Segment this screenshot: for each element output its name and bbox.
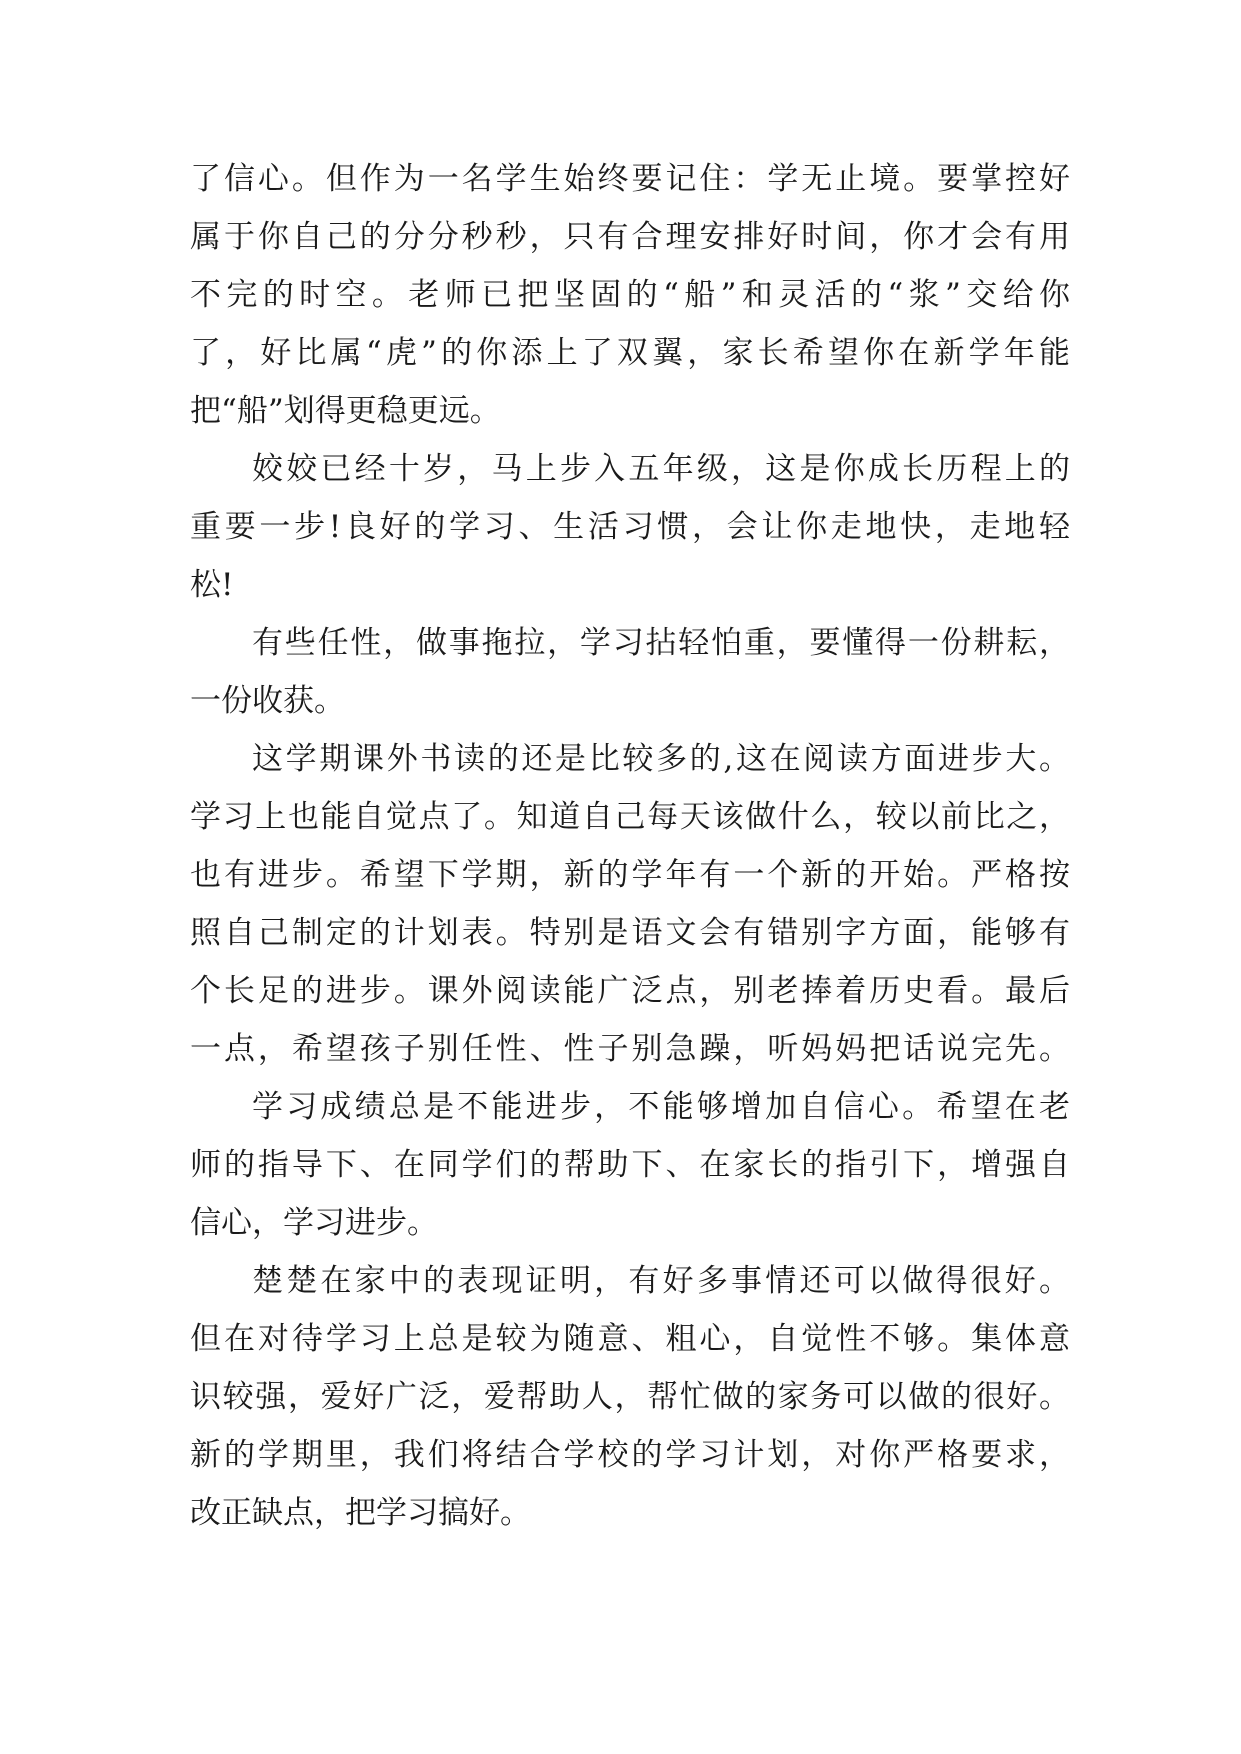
document-body (190, 150, 1070, 1542)
text-line: 改正缺点，把学习搞好。 (190, 1495, 531, 1531)
text-line: 松! (190, 567, 234, 603)
paragraph (190, 1078, 1070, 1252)
text-line: 也有进步。希望下学期，新的学年有一个新的开始。严格按 (190, 857, 1070, 893)
text-line: 不完的时空。老师已把坚固的“船”和灵活的“浆”交给你 (190, 277, 1070, 313)
text-line: 个长足的进步。课外阅读能广泛点，别老捧着历史看。最后 (190, 973, 1070, 1009)
text-line: 一份收获。 (190, 683, 345, 719)
paragraph (190, 150, 1070, 440)
text-line: 识较强，爱好广泛，爱帮助人，帮忙做的家务可以做的很好。 (190, 1379, 1070, 1415)
paragraph (190, 730, 1070, 1078)
text-line: 信心，学习进步。 (190, 1205, 438, 1241)
text-line: 这学期课外书读的还是比较多的,这在阅读方面进步大。 (252, 741, 1070, 777)
text-line: 楚楚在家中的表现证明，有好多事情还可以做得很好。 (252, 1263, 1070, 1299)
text-line: 学习上也能自觉点了。知道自己每天该做什么，较以前比之， (190, 799, 1070, 835)
text-line: 有些任性，做事拖拉，学习拈轻怕重，要懂得一份耕耘， (252, 625, 1070, 661)
text-line: 属于你自己的分分秒秒，只有合理安排好时间，你才会有用 (190, 219, 1070, 255)
text-line: 一点，希望孩子别任性、性子别急躁，听妈妈把话说完先。 (190, 1031, 1070, 1067)
text-line: 重要一步!良好的学习、生活习惯，会让你走地快，走地轻 (190, 509, 1070, 545)
text-line: 但在对待学习上总是较为随意、粗心，自觉性不够。集体意 (190, 1321, 1070, 1357)
text-line: 姣姣已经十岁，马上步入五年级，这是你成长历程上的 (252, 451, 1070, 487)
text-line: 把“船”划得更稳更远。 (190, 393, 501, 429)
text-line: 照自己制定的计划表。特别是语文会有错别字方面，能够有 (190, 915, 1070, 951)
text-line: 新的学期里，我们将结合学校的学习计划，对你严格要求， (190, 1437, 1070, 1473)
text-line: 师的指导下、在同学们的帮助下、在家长的指引下，增强自 (190, 1147, 1070, 1183)
text-line: 了，好比属“虎”的你添上了双翼，家长希望你在新学年能 (190, 335, 1070, 371)
paragraph (190, 1252, 1070, 1542)
paragraph (190, 614, 1070, 730)
text-line: 了信心。但作为一名学生始终要记住：学无止境。要掌控好 (190, 161, 1070, 197)
paragraph (190, 440, 1070, 614)
text-line: 学习成绩总是不能进步，不能够增加自信心。希望在老 (252, 1089, 1070, 1125)
